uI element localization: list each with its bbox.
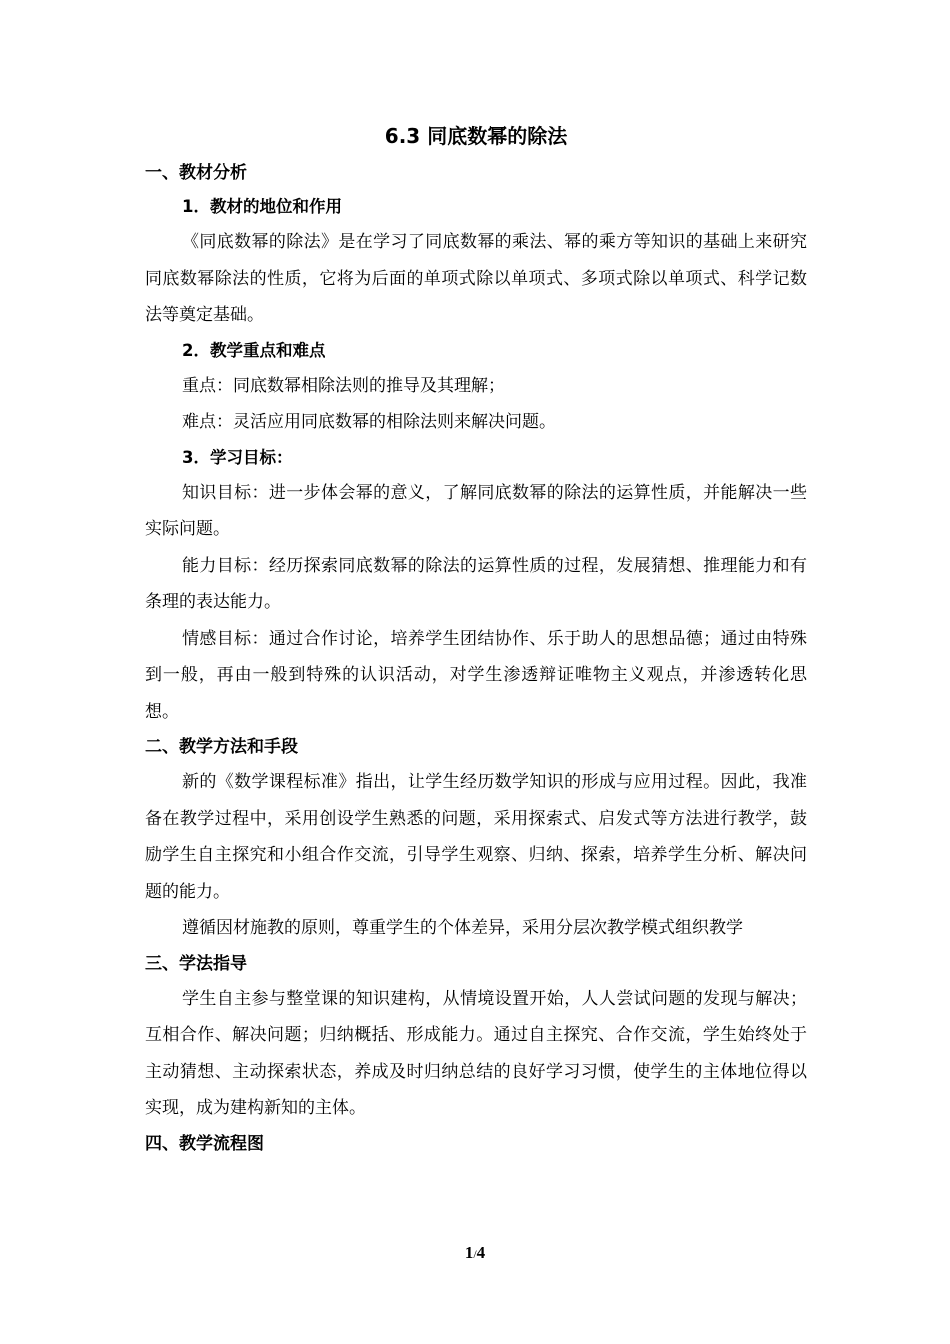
paragraph-study-guidance: 学生自主参与整堂课的知识建构，从情境设置开始，人人尝试问题的发现与解决；互相合作、解决问题；归纳概括、形成能力。通过自主探究、合作交流，学生始终处于主动猜想、主动探索状态，养成及时归纳总结的良好学习习惯，使学生的主体地位得以实现，成为建构新知的主体。	[145, 988, 807, 1118]
paragraph-emotion-objective: 情感目标：通过合作讨论，培养学生团结协作、乐于助人的思想品德；通过由特殊到一般，再由一般到特殊的认识活动，对学生渗透辩证唯物主义观点，并渗透转化思想。	[145, 628, 807, 722]
subsection-heading-role: 1．教材的地位和作用	[182, 197, 342, 216]
document-title: 6.3 同底数幂的除法	[384, 124, 568, 148]
section-heading-study-guidance: 三、学法指导	[145, 953, 247, 974]
paragraph-knowledge-objective: 知识目标：进一步体会幂的意义，了解同底数幂的除法的运算性质，并能解决一些实际问题。	[145, 482, 807, 539]
section-heading-methods: 二、教学方法和手段	[145, 737, 298, 757]
page-separator: /	[473, 1247, 477, 1261]
page-current: 1	[464, 1243, 474, 1262]
subsection-heading-key-points: 2．教学重点和难点	[182, 340, 326, 360]
paragraph-role: 《同底数幂的除法》是在学习了同底数幂的乘法、幂的乘方等知识的基础上来研究同底数幂除法的性质，它将为后面的单项式除以单项式、多项式除以单项式、科学记数法等奠定基础。	[145, 232, 807, 325]
paragraph-methods-1: 新的《数学课程标准》指出，让学生经历数学知识的形成与应用过程。因此，我准备在教学过程中，采用创设学生熟悉的问题，采用探索式、启发式等方法进行教学，鼓励学生自主探究和小组合作交流，引导学生观察、归纳、探索，培养学生分析、解决问题的能力。	[145, 772, 807, 902]
paragraph-key-point: 重点：同底数幂相除法则的推导及其理解；	[182, 375, 505, 396]
section-heading-flowchart: 四、教学流程图	[145, 1133, 264, 1154]
section-heading-materials: 一、教材分析	[145, 163, 247, 183]
page-total: 4	[476, 1243, 486, 1262]
page-number	[0, 1243, 950, 1263]
paragraph-ability-objective: 能力目标：经历探索同底数幂的除法的运算性质的过程，发展猜想、推理能力和有条理的表达能力。	[145, 555, 807, 612]
document-page	[145, 118, 807, 1161]
paragraph-difficulty: 难点：灵活应用同底数幂的相除法则来解决问题。	[182, 412, 556, 432]
paragraph-methods-2: 遵循因材施教的原则，尊重学生的个体差异，采用分层次教学模式组织教学	[182, 918, 743, 938]
subsection-heading-objectives: 3．学习目标：	[182, 447, 293, 467]
